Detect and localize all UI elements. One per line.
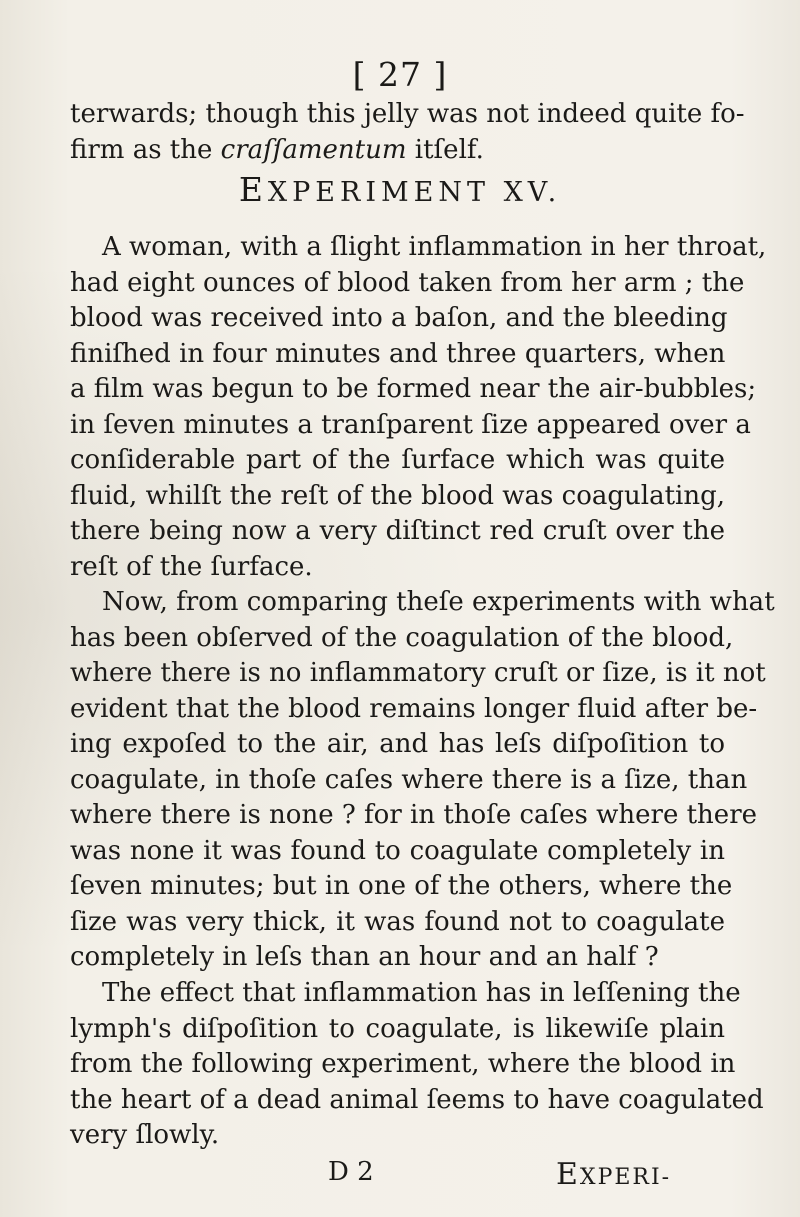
text-line: The effect that inflammation has in leſſening the <box>102 978 741 1008</box>
experiment-heading <box>0 170 800 209</box>
paragraph-3 <box>70 976 764 1154</box>
text-line: very ſlowly. <box>70 1120 220 1150</box>
text-line: reſt of the ſurface. <box>70 551 313 582</box>
text-line: finiſhed in four minutes and three quarters, when <box>70 338 726 369</box>
text-line: from the following experiment, where the blood in <box>70 1049 736 1079</box>
heading-initial: E <box>238 170 268 209</box>
text-line: was none it was found to coagulate completely in <box>70 835 725 866</box>
paragraph-2 <box>70 585 775 976</box>
text-line: A woman, with a ſlight inflammation in her throat, <box>102 232 767 262</box>
text-line: ing expoſed to the air, and has leſs diſpoſition to <box>70 729 725 759</box>
signature-mark: D 2 <box>328 1157 374 1187</box>
text-line: has been obſerved of the coagulation of the blood, <box>70 622 734 653</box>
intro-text <box>70 97 745 168</box>
text-line: coagulate, in thoſe caſes where there is a ſize, than <box>70 764 748 795</box>
italic-term: craſſamentum <box>220 134 407 165</box>
text-line: terwards; though this jelly was not indeed quite fo- <box>70 99 745 129</box>
text-line: evident that the blood remains longer fluid after be- <box>70 693 758 724</box>
text-line: lymph's diſpoſition to coagulate, is likewiſe plain <box>70 1013 725 1044</box>
text-line: had eight ounces of blood taken from her arm ; the <box>70 267 745 298</box>
page-number: [ 27 ] <box>352 55 448 94</box>
catchword-initial: E <box>556 1157 580 1192</box>
text-line-with-italic <box>70 133 725 169</box>
text-line: there being now a very diſtinct red cruſt over the <box>70 516 725 546</box>
heading-rest: XPERIMENT XV. <box>267 177 562 208</box>
text-line: ſeven minutes; but in one of the others, where the <box>70 871 733 901</box>
text-line: the heart of a dead animal ſeems to have coagulated <box>70 1084 764 1115</box>
text-line: conſiderable part of the ſurface which was quite <box>70 445 725 475</box>
paragraph-1 <box>70 230 767 585</box>
text-line: Now, from comparing theſe experiments with what <box>102 587 775 617</box>
text-line: where there is none ? for in thoſe caſes where there <box>70 800 758 830</box>
text-line: ſize was very thick, it was found not to coagulate <box>70 906 725 937</box>
catchword-rest: XPERI- <box>579 1165 672 1190</box>
catchword <box>556 1157 671 1192</box>
text-line: blood was received into a baſon, and the bleeding <box>70 303 728 333</box>
text-line: where there is no inflammatory cruſt or ſize, is it not <box>70 658 766 688</box>
text-line: fluid, whilſt the reſt of the blood was coagulating, <box>70 480 725 511</box>
text-segment: itſelf. <box>406 134 484 165</box>
text-line: completely in leſs than an hour and an half ? <box>70 942 659 972</box>
text-segment: firm as the <box>70 134 221 165</box>
text-line: a film was begun to be formed near the air-bubbles; <box>70 374 757 404</box>
text-line: in ſeven minutes a tranſparent ſize appeared over a <box>70 409 751 440</box>
page-footer <box>0 1157 800 1197</box>
